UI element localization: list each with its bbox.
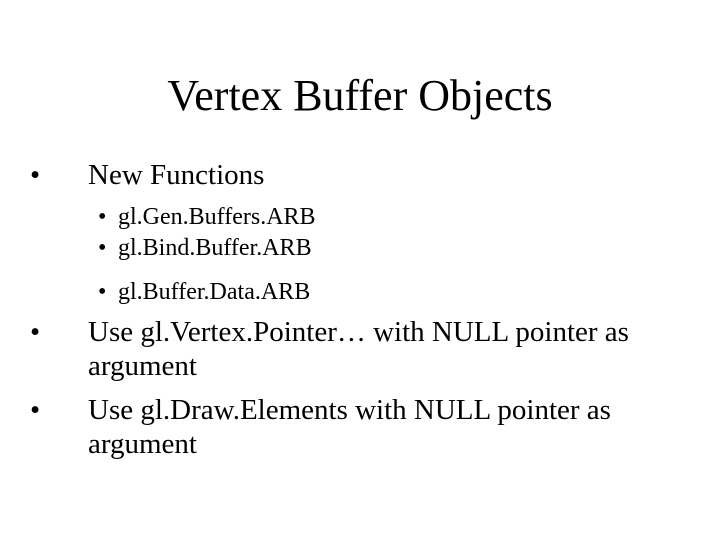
- bullet-marker: •: [30, 316, 41, 348]
- bullet-text: Use gl.Draw.Elements with NULL pointer as argument: [88, 394, 611, 460]
- subbullet-gen-buffers: [98, 203, 658, 231]
- subbullet-text: gl.Gen.Buffers.ARB: [118, 204, 316, 230]
- bullet-draw-elements: [30, 393, 680, 461]
- bullet-text: Use gl.Vertex.Pointer… with NULL pointer as argument: [88, 316, 629, 382]
- bullet-new-functions: [30, 158, 680, 192]
- bullet-marker: •: [30, 159, 41, 191]
- bullet-marker: •: [30, 394, 41, 426]
- bullet-vertex-pointer: [30, 315, 680, 383]
- subbullet-text: gl.Buffer.Data.ARB: [118, 279, 311, 305]
- bullet-text: New Functions: [88, 159, 265, 191]
- subbullet-marker: •: [98, 279, 107, 305]
- subbullet-buffer-data: [98, 278, 658, 306]
- slide-title: Vertex Buffer Objects: [167, 71, 553, 120]
- subbullet-marker: •: [98, 235, 107, 261]
- subbullet-marker: •: [98, 204, 107, 230]
- subbullet-bind-buffer: [98, 234, 658, 262]
- subbullet-text: gl.Bind.Buffer.ARB: [118, 235, 312, 261]
